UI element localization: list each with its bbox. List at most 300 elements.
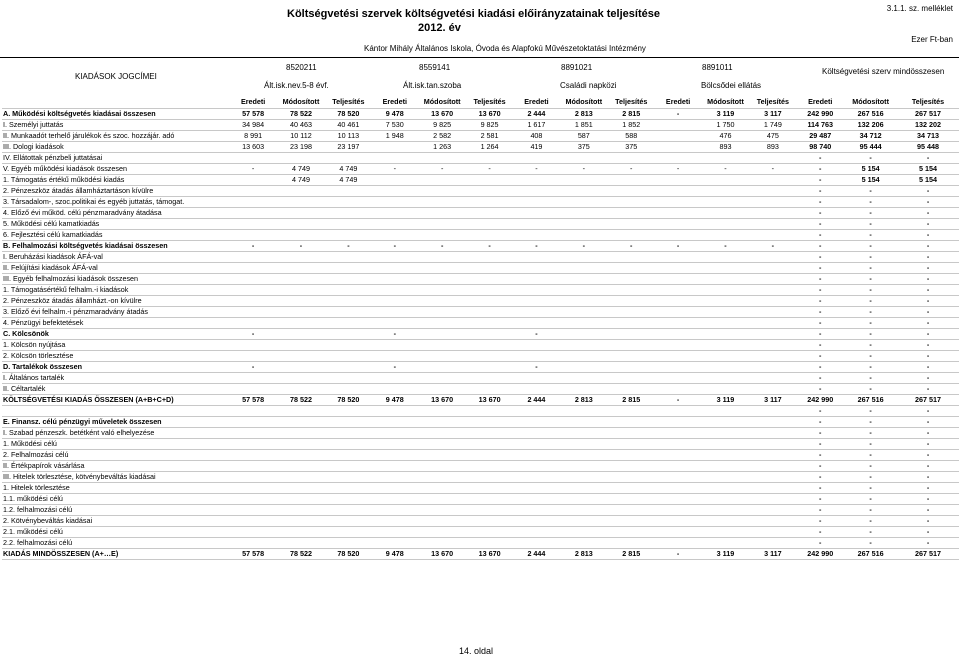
row-label: 2.1. működési célú <box>2 527 230 538</box>
table-cell <box>749 472 796 483</box>
table-cell: 2 582 <box>418 131 466 142</box>
table-cell <box>749 307 796 318</box>
table-cell <box>608 285 655 296</box>
table-cell <box>325 230 371 241</box>
table-cell: - <box>608 241 655 252</box>
row-label: 3. Társadalom-, szoc.politikai és egyéb juttatás, támogat. <box>2 197 230 208</box>
table-cell <box>702 197 750 208</box>
table-cell <box>560 450 608 461</box>
code-name-2: Ált.isk.tan.szoba <box>403 81 462 90</box>
page-number: 14. oldal <box>459 646 494 656</box>
table-cell <box>466 230 513 241</box>
table-cell <box>230 307 277 318</box>
table-row <box>2 472 959 483</box>
table-cell <box>418 494 466 505</box>
table-cell <box>513 450 560 461</box>
table-cell: - <box>796 186 844 197</box>
table-cell: 375 <box>608 142 655 153</box>
table-cell <box>371 406 418 417</box>
table-cell: - <box>897 505 959 516</box>
table-cell: - <box>897 252 959 263</box>
table-row <box>2 549 959 560</box>
column-header: Eredeti <box>513 95 560 109</box>
table-cell <box>608 219 655 230</box>
table-cell: - <box>655 109 702 120</box>
table-cell: - <box>796 274 844 285</box>
table-cell: - <box>608 164 655 175</box>
table-cell: - <box>796 439 844 450</box>
row-label: II. Felújítási kiadások ÁFÁ-val <box>2 263 230 274</box>
table-cell: - <box>230 329 277 340</box>
table-row <box>2 505 959 516</box>
table-cell: 78 522 <box>277 549 326 560</box>
table-cell: 1 264 <box>466 142 513 153</box>
row-label: I. Szabad pénzeszk. betétként való elhelyezése <box>2 428 230 439</box>
table-cell <box>608 329 655 340</box>
table-cell <box>418 329 466 340</box>
table-cell: - <box>418 164 466 175</box>
table-cell: 3 117 <box>749 549 796 560</box>
row-label: D. Tartalékok összesen <box>2 362 230 373</box>
column-header: Módosított <box>277 95 326 109</box>
table-cell <box>371 417 418 428</box>
table-cell: - <box>371 362 418 373</box>
table-cell: - <box>897 461 959 472</box>
table-cell <box>655 505 702 516</box>
table-cell: 1 263 <box>418 142 466 153</box>
table-cell <box>371 351 418 362</box>
table-cell: - <box>844 505 897 516</box>
table-cell <box>230 373 277 384</box>
table-cell <box>230 263 277 274</box>
table-cell: - <box>796 373 844 384</box>
row-label: KÖLTSÉGVETÉSI KIADÁS ÖSSZESEN (A+B+C+D) <box>2 395 230 406</box>
row-label: 5. Működési célú kamatkiadás <box>2 219 230 230</box>
table-cell <box>325 483 371 494</box>
table-cell: 2 444 <box>513 549 560 560</box>
table-cell: - <box>844 153 897 164</box>
table-cell <box>277 351 326 362</box>
table-cell: 7 530 <box>371 120 418 131</box>
table-cell: 375 <box>560 142 608 153</box>
table-cell <box>513 340 560 351</box>
table-cell: - <box>796 263 844 274</box>
table-cell <box>371 472 418 483</box>
table-cell <box>513 296 560 307</box>
row-label: 1. Hitelek törlesztése <box>2 483 230 494</box>
table-cell <box>560 318 608 329</box>
table-cell <box>608 538 655 549</box>
column-header: Módosított <box>560 95 608 109</box>
table-cell: - <box>844 406 897 417</box>
table-cell <box>277 516 326 527</box>
table-cell: - <box>897 241 959 252</box>
table-cell: - <box>897 296 959 307</box>
table-cell: - <box>371 164 418 175</box>
table-cell: 10 112 <box>277 131 326 142</box>
row-label: 6. Fejlesztési célú kamatkiadás <box>2 230 230 241</box>
table-cell <box>749 186 796 197</box>
table-cell: - <box>796 219 844 230</box>
column-header: Teljesítés <box>749 95 796 109</box>
row-label: III. Dologi kiadások <box>2 142 230 153</box>
table-cell <box>371 318 418 329</box>
table-cell <box>466 285 513 296</box>
table-cell: - <box>844 186 897 197</box>
table-cell: 95 448 <box>897 142 959 153</box>
table-cell <box>702 472 750 483</box>
table-cell: 57 578 <box>230 109 277 120</box>
table-cell <box>608 340 655 351</box>
table-cell: - <box>796 208 844 219</box>
table-cell <box>277 461 326 472</box>
table-cell <box>466 153 513 164</box>
table-cell: 57 578 <box>230 395 277 406</box>
table-cell <box>418 505 466 516</box>
table-cell <box>513 351 560 362</box>
table-cell <box>513 527 560 538</box>
table-cell <box>560 285 608 296</box>
table-cell <box>655 175 702 186</box>
table-row <box>2 307 959 318</box>
table-cell: 23 197 <box>325 142 371 153</box>
table-cell <box>608 417 655 428</box>
table-row <box>2 439 959 450</box>
table-cell <box>466 175 513 186</box>
code-1: 8520211 <box>286 63 317 72</box>
table-cell <box>513 417 560 428</box>
table-cell <box>277 538 326 549</box>
row-label: II. Munkaadót terhelő járulékok és szoc. hozzájár. adó <box>2 131 230 142</box>
table-cell: - <box>897 538 959 549</box>
table-cell <box>749 439 796 450</box>
table-cell <box>277 208 326 219</box>
table-cell <box>513 274 560 285</box>
table-cell: 8 991 <box>230 131 277 142</box>
table-cell: - <box>844 296 897 307</box>
table-cell: - <box>796 516 844 527</box>
table-cell <box>608 527 655 538</box>
table-cell <box>230 296 277 307</box>
table-cell <box>230 318 277 329</box>
table-cell <box>702 351 750 362</box>
table-cell: - <box>844 285 897 296</box>
table-cell: - <box>796 461 844 472</box>
header-rule <box>0 57 959 58</box>
table-cell <box>749 285 796 296</box>
table-row <box>2 120 959 131</box>
column-header: Eredeti <box>230 95 277 109</box>
table-row <box>2 318 959 329</box>
table-cell: - <box>897 219 959 230</box>
table-cell: - <box>796 428 844 439</box>
table-cell: - <box>897 362 959 373</box>
table-cell <box>560 472 608 483</box>
table-cell: 267 516 <box>844 549 897 560</box>
table-cell <box>466 505 513 516</box>
table-cell <box>702 373 750 384</box>
table-cell: - <box>897 516 959 527</box>
table-cell: 2 815 <box>608 549 655 560</box>
table-cell: - <box>230 164 277 175</box>
table-cell: 23 198 <box>277 142 326 153</box>
table-cell: - <box>844 241 897 252</box>
table-cell <box>418 384 466 395</box>
table-cell <box>466 538 513 549</box>
table-cell: - <box>466 241 513 252</box>
table-cell <box>560 516 608 527</box>
table-cell: - <box>897 318 959 329</box>
table-cell <box>325 186 371 197</box>
table-cell: 476 <box>702 131 750 142</box>
table-cell: - <box>796 472 844 483</box>
table-cell <box>371 296 418 307</box>
row-label: IV. Ellátottak pénzbeli juttatásai <box>2 153 230 164</box>
table-cell <box>655 450 702 461</box>
table-cell <box>371 428 418 439</box>
column-header: Teljesítés <box>608 95 655 109</box>
table-row <box>2 131 959 142</box>
column-header: Teljesítés <box>897 95 959 109</box>
table-cell <box>418 285 466 296</box>
table-cell <box>277 362 326 373</box>
code-name-4: Bölcsődei ellátás <box>701 81 762 90</box>
table-cell: - <box>897 263 959 274</box>
table-cell <box>230 527 277 538</box>
table-cell <box>513 285 560 296</box>
table-row <box>2 362 959 373</box>
table-cell <box>371 450 418 461</box>
column-header: Eredeti <box>655 95 702 109</box>
table-row <box>2 351 959 362</box>
table-cell: 1 749 <box>749 120 796 131</box>
table-cell <box>230 483 277 494</box>
table-cell: - <box>844 307 897 318</box>
table-cell <box>702 483 750 494</box>
table-cell: 3 119 <box>702 109 750 120</box>
table-cell <box>560 362 608 373</box>
table-cell <box>466 472 513 483</box>
table-cell <box>513 439 560 450</box>
table-cell <box>702 406 750 417</box>
table-cell <box>608 461 655 472</box>
table-cell <box>749 406 796 417</box>
table-cell <box>466 197 513 208</box>
table-cell: - <box>796 417 844 428</box>
table-cell <box>608 252 655 263</box>
table-cell <box>371 483 418 494</box>
table-cell: 78 522 <box>277 395 326 406</box>
row-label: 3. Előző évi felhalm.-i pénzmaradvány átadás <box>2 307 230 318</box>
table-cell: 78 520 <box>325 549 371 560</box>
table-cell <box>277 296 326 307</box>
table-cell <box>277 329 326 340</box>
table-cell <box>655 307 702 318</box>
table-cell <box>513 252 560 263</box>
table-cell <box>513 384 560 395</box>
table-cell <box>325 384 371 395</box>
table-cell <box>230 406 277 417</box>
table-cell <box>371 274 418 285</box>
table-cell <box>560 384 608 395</box>
table-cell <box>230 285 277 296</box>
table-cell <box>277 219 326 230</box>
table-cell <box>325 208 371 219</box>
table-cell: - <box>897 373 959 384</box>
table-cell <box>560 505 608 516</box>
table-cell <box>560 208 608 219</box>
table-cell <box>560 538 608 549</box>
column-header: Eredeti <box>371 95 418 109</box>
table-cell: - <box>749 241 796 252</box>
table-cell: - <box>844 329 897 340</box>
table-cell: - <box>325 241 371 252</box>
table-cell <box>608 307 655 318</box>
table-cell: - <box>897 472 959 483</box>
table-cell <box>418 274 466 285</box>
table-row <box>2 164 959 175</box>
table-cell <box>277 450 326 461</box>
row-label <box>2 406 230 417</box>
table-cell <box>277 340 326 351</box>
table-cell <box>655 417 702 428</box>
table-cell <box>608 483 655 494</box>
table-row <box>2 527 959 538</box>
table-cell <box>466 417 513 428</box>
table-cell <box>418 296 466 307</box>
table-cell: - <box>655 395 702 406</box>
table-cell: 2 815 <box>608 395 655 406</box>
table-cell <box>749 417 796 428</box>
table-cell: - <box>796 351 844 362</box>
table-cell <box>749 252 796 263</box>
table-cell <box>325 428 371 439</box>
table-row <box>2 406 959 417</box>
table-cell: - <box>844 197 897 208</box>
table-cell <box>560 186 608 197</box>
table-cell <box>608 296 655 307</box>
table-cell: - <box>796 318 844 329</box>
table-cell <box>513 197 560 208</box>
table-cell: - <box>796 230 844 241</box>
table-cell <box>608 186 655 197</box>
table-cell <box>277 428 326 439</box>
table-row <box>2 263 959 274</box>
table-cell: - <box>897 285 959 296</box>
table-cell: - <box>844 450 897 461</box>
table-cell: 98 740 <box>796 142 844 153</box>
table-cell: - <box>844 252 897 263</box>
table-cell <box>277 307 326 318</box>
table-cell <box>230 472 277 483</box>
table-cell <box>466 274 513 285</box>
table-cell <box>513 461 560 472</box>
table-cell <box>466 461 513 472</box>
table-cell <box>702 527 750 538</box>
table-cell <box>749 340 796 351</box>
table-cell: - <box>897 307 959 318</box>
table-cell: - <box>796 197 844 208</box>
table-cell: - <box>277 241 326 252</box>
table-cell: 408 <box>513 131 560 142</box>
table-cell <box>655 131 702 142</box>
table-cell: - <box>513 164 560 175</box>
table-cell <box>560 197 608 208</box>
table-cell <box>749 483 796 494</box>
table-cell <box>655 461 702 472</box>
table-cell: - <box>796 285 844 296</box>
table-cell <box>325 406 371 417</box>
table-cell <box>513 186 560 197</box>
table-cell <box>230 538 277 549</box>
table-cell <box>655 494 702 505</box>
table-cell <box>371 439 418 450</box>
table-cell <box>230 340 277 351</box>
table-cell <box>418 472 466 483</box>
table-cell: - <box>371 329 418 340</box>
table-cell <box>702 516 750 527</box>
table-cell: 267 517 <box>897 395 959 406</box>
table-cell <box>513 208 560 219</box>
table-cell: 9 478 <box>371 395 418 406</box>
table-cell: - <box>796 307 844 318</box>
table-cell <box>371 252 418 263</box>
table-cell <box>702 307 750 318</box>
table-cell: - <box>702 241 750 252</box>
table-cell <box>749 274 796 285</box>
table-cell: - <box>897 494 959 505</box>
table-cell <box>655 472 702 483</box>
table-cell <box>466 318 513 329</box>
table-cell: - <box>655 164 702 175</box>
table-cell: - <box>897 439 959 450</box>
table-cell <box>560 274 608 285</box>
table-cell <box>466 329 513 340</box>
table-cell <box>702 494 750 505</box>
row-label: I. Általános tartalék <box>2 373 230 384</box>
table-cell: 893 <box>702 142 750 153</box>
code-name-3: Családi napközi <box>560 81 617 90</box>
table-cell <box>466 406 513 417</box>
table-cell: - <box>796 538 844 549</box>
table-cell <box>702 263 750 274</box>
table-cell: - <box>844 527 897 538</box>
table-cell: - <box>844 274 897 285</box>
table-cell <box>702 384 750 395</box>
table-cell <box>608 494 655 505</box>
table-cell <box>325 285 371 296</box>
table-row <box>2 395 959 406</box>
table-cell: - <box>796 252 844 263</box>
table-cell <box>655 538 702 549</box>
table-cell: - <box>844 417 897 428</box>
table-cell <box>325 197 371 208</box>
table-cell <box>371 538 418 549</box>
table-cell <box>371 527 418 538</box>
table-cell: - <box>796 329 844 340</box>
table-cell <box>230 505 277 516</box>
table-cell <box>418 230 466 241</box>
table-cell: 2 815 <box>608 109 655 120</box>
table-cell: 587 <box>560 131 608 142</box>
table-cell <box>513 428 560 439</box>
table-cell <box>466 483 513 494</box>
table-row <box>2 285 959 296</box>
table-cell: 588 <box>608 131 655 142</box>
table-cell <box>325 329 371 340</box>
table-cell <box>277 417 326 428</box>
table-cell <box>418 208 466 219</box>
